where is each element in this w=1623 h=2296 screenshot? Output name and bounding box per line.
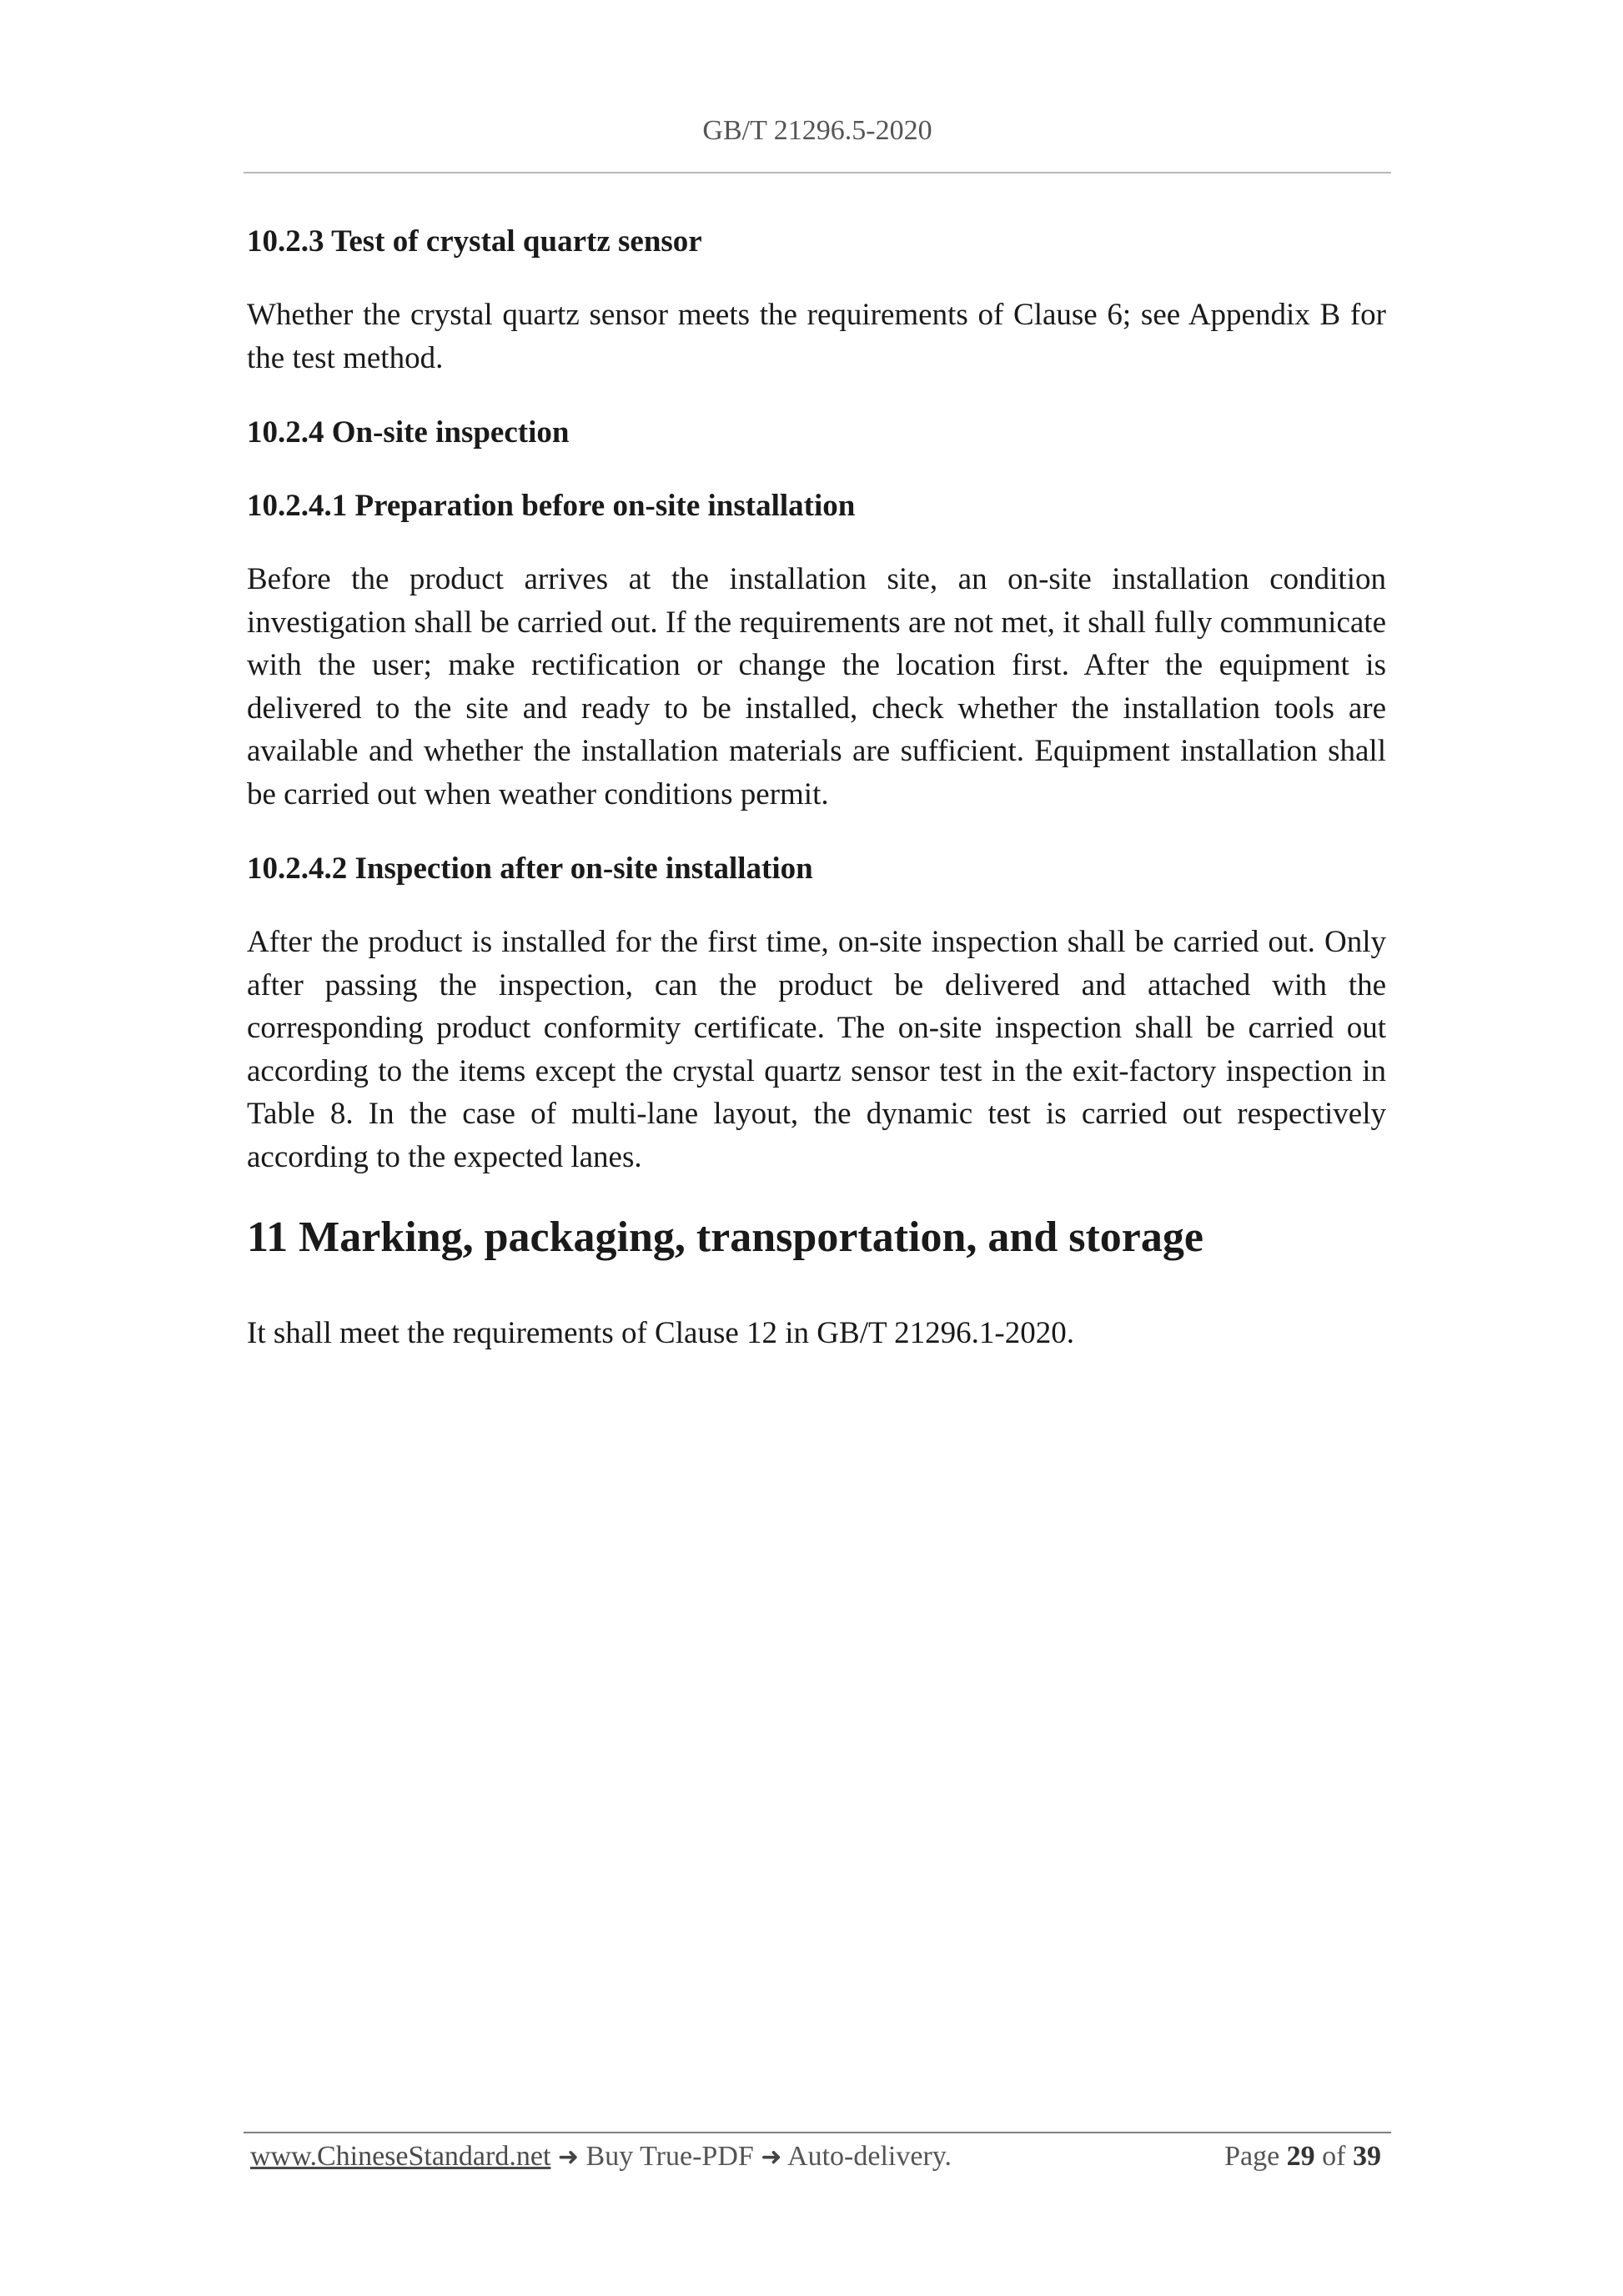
section-heading-10-2-3: 10.2.3 Test of crystal quartz sensor: [247, 224, 702, 259]
right-arrow-icon: ➜: [761, 2143, 782, 2172]
site-link[interactable]: www.ChineseStandard.net: [250, 2141, 551, 2172]
footer-promo: [250, 2137, 952, 2178]
section-body-10-2-4-2: After the product is installed for the first time, on-site inspection shall be carried out. Only after passing the inspection, can the product be delivered and attached with the corresponding product conformity certificate. The on-site inspection shall be carried out according to the items except the crystal quartz sensor test in the exit-factory inspection in Table 8. In the case of multi-lane layout, the dynamic test is carried out respectively according to the expected lanes.: [247, 925, 1386, 1174]
page-body: [247, 220, 1386, 1387]
section-heading-10-2-4-2: 10.2.4.2 Inspection after on-site installation: [247, 852, 813, 886]
section-heading-10-2-4: 10.2.4 On-site inspection: [247, 415, 570, 450]
page-footer: [250, 2137, 1386, 2178]
buy-true-pdf-text: Buy True-PDF: [585, 2141, 754, 2172]
footer-divider: [244, 2132, 1391, 2133]
chapter-heading-11: 11 Marking, packaging, transportation, and storage: [247, 1213, 1203, 1261]
section-body-10-2-3: Whether the crystal quartz sensor meets the requirements of Clause 6; see Appendix B for the test method.: [247, 298, 1386, 375]
page-number: [1224, 2137, 1381, 2177]
header-divider: [244, 172, 1391, 173]
current-page-number: 29: [1286, 2141, 1315, 2172]
section-heading-10-2-4-1: 10.2.4.1 Preparation before on-site installation: [247, 489, 856, 523]
of-label: of: [1322, 2141, 1346, 2172]
auto-delivery-text: Auto-delivery.: [787, 2141, 952, 2172]
chapter-body-11: It shall meet the requirements of Clause 12 in GB/T 21296.1-2020.: [247, 1316, 1074, 1350]
right-arrow-icon: ➜: [557, 2143, 580, 2172]
page-label: Page: [1224, 2141, 1280, 2172]
document-code-header: GB/T 21296.5-2020: [702, 115, 932, 146]
total-page-count: 39: [1353, 2141, 1381, 2172]
section-body-10-2-4-1: Before the product arrives at the installation site, an on-site installation condition investigation shall be carried out. If the requirements are not met, it shall fully communicate with the user; make rectification or change the location first. After the equipment is delivered to the site and ready to be installed, check whether the installation tools are available and whether the installation materials are sufficient. Equipment installation shall be carried out when weather conditions permit.: [247, 562, 1386, 811]
